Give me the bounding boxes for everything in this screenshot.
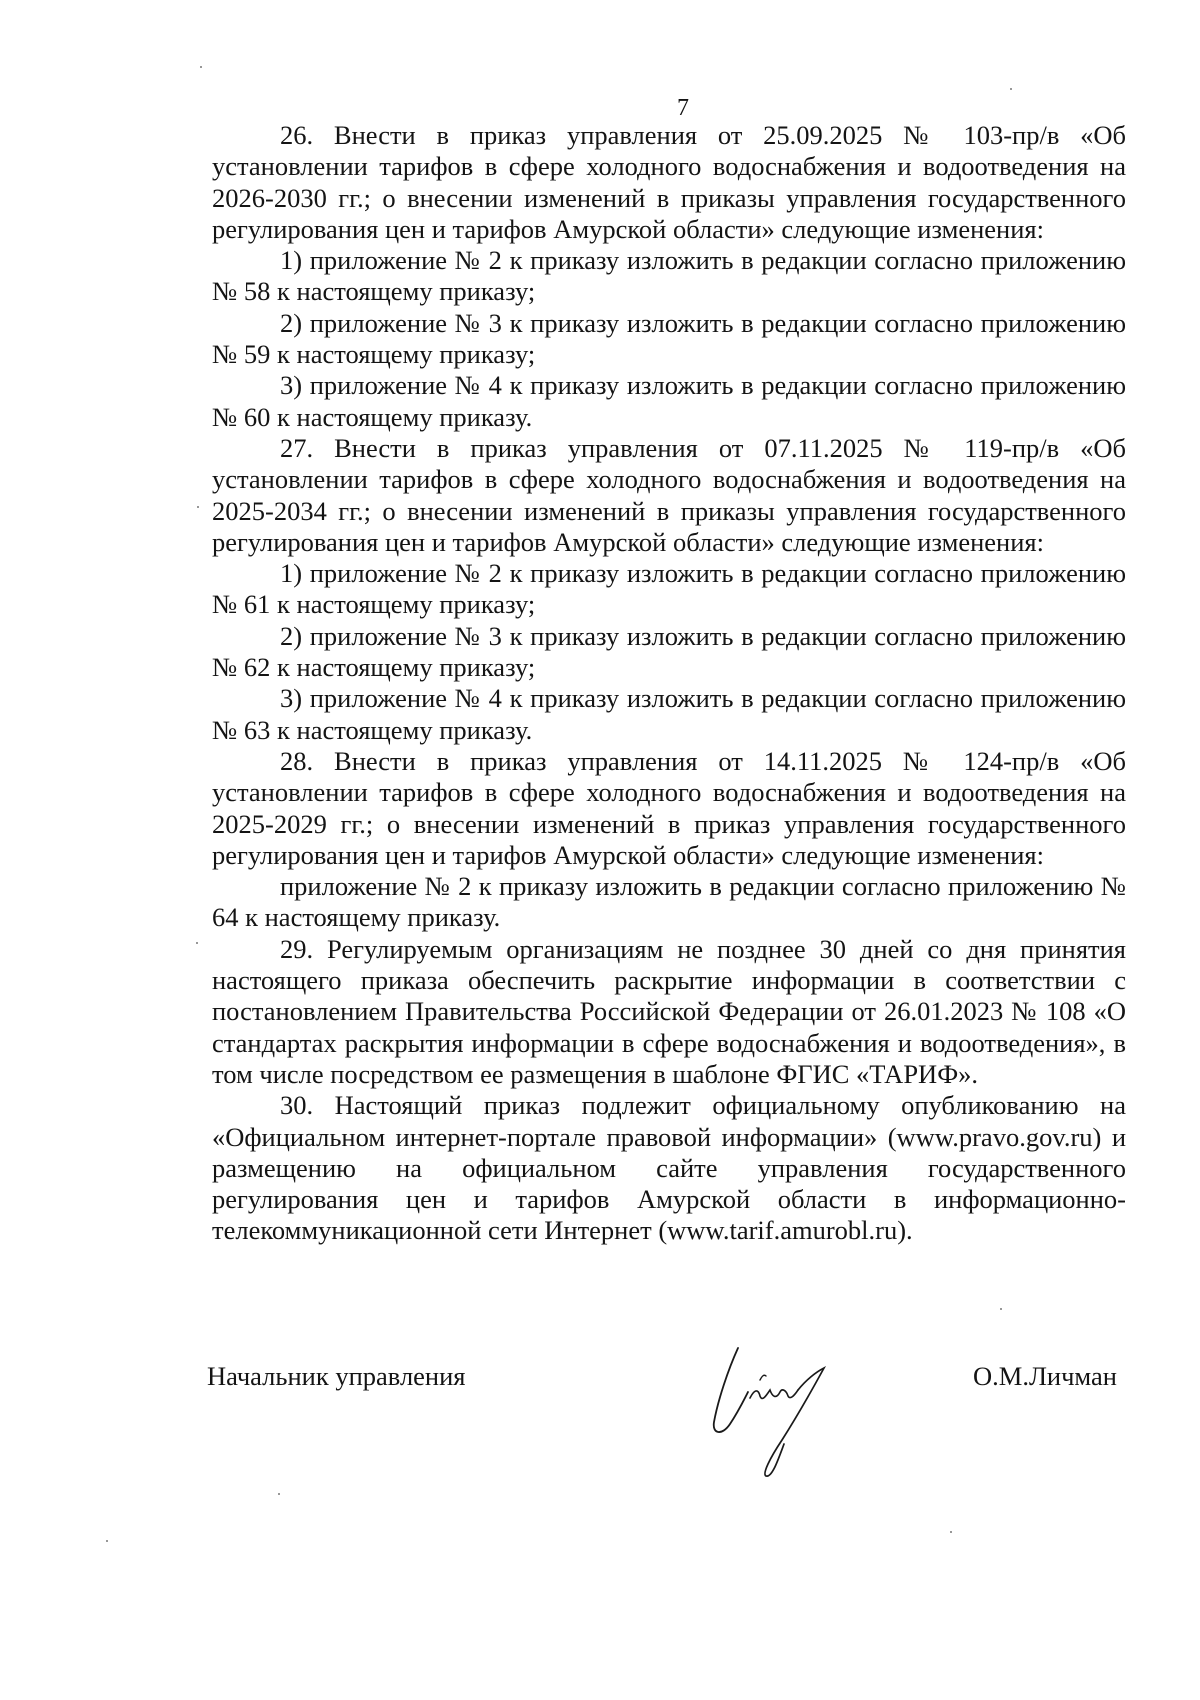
paragraph-28: 28. Внести в приказ управления от 14.11.2025 № 124-пр/в «Об установлении тарифов в сфере холодного водоснабжения и водоотведения на 2025-2029 гг.; о внесении изменений в приказ управления государственного регулирования цен и тарифов Амурской области» следующие изменения: [212,745,1126,870]
scan-speck [1000,1308,1002,1310]
scan-speck [196,942,198,944]
scan-speck [106,1540,108,1542]
scan-speck [200,66,202,68]
scan-speck [278,1493,280,1495]
document-body [212,120,1126,1247]
paragraph-26-item-3: 3) приложение № 4 к приказу изложить в редакции согласно приложению № 60 к настоящему приказу. [212,370,1126,432]
paragraph-29: 29. Регулируемым организациям не позднее 30 дней со дня принятия настоящего приказа обеспечить раскрытие информации в соответствии с постановлением Правительства Российской Федерации от 26.01.2023 № 108 «О стандартах раскрытия информации в сфере водоснабжения и водоотведения», в том числе посредством ее размещения в шаблоне ФГИС «ТАРИФ». [212,933,1126,1089]
scan-speck [950,1531,952,1533]
paragraph-26: 26. Внести в приказ управления от 25.09.2025 № 103-пр/в «Об установлении тарифов в сфере холодного водоснабжения и водоотведения на 2026-2030 гг.; о внесении изменений в приказы управления государственного регулирования цен и тарифов Амурской области» следующие изменения: [212,120,1126,244]
paragraph-28-item-1: приложение № 2 к приказу изложить в редакции согласно приложению № 64 к настоящему приказу. [212,871,1126,933]
paragraph-27-item-1: 1) приложение № 2 к приказу изложить в редакции согласно приложению № 61 к настоящему приказу; [212,558,1126,620]
paragraph-26-item-1: 1) приложение № 2 к приказу изложить в редакции согласно приложению № 58 к настоящему приказу; [212,245,1126,307]
paragraph-27-item-3: 3) приложение № 4 к приказу изложить в редакции согласно приложению № 63 к настоящему приказу. [212,683,1126,745]
paragraph-26-item-2: 2) приложение № 3 к приказу изложить в редакции согласно приложению № 59 к настоящему приказу; [212,307,1126,370]
paragraph-27-item-2: 2) приложение № 3 к приказу изложить в редакции согласно приложению № 62 к настоящему приказу; [212,620,1126,683]
handwritten-signature [700,1340,860,1480]
scan-speck [1010,88,1012,90]
signatory-position: Начальник управления [207,1361,466,1391]
signature-block [0,1360,1200,1400]
signatory-name: О.М.Личман [973,1361,1117,1391]
paragraph-30: 30. Настоящий приказ подлежит официальному опубликованию на «Официальном интернет-портале правовой информации» (www.pravo.gov.ru) и размещению на официальном сайте управления государственного регулирования цен и тарифов Амурской области в информационно-телекоммуникационной сети Интернет (www.tarif.amurobl.ru). [212,1090,1126,1246]
page-number: 7 [677,95,689,121]
scan-speck [197,506,199,508]
paragraph-27: 27. Внести в приказ управления от 07.11.2025 № 119-пр/в «Об установлении тарифов в сфере холодного водоснабжения и водоотведения на 2025-2034 гг.; о внесении изменений в приказы управления государственного регулирования цен и тарифов Амурской области» следующие изменения: [212,432,1126,557]
